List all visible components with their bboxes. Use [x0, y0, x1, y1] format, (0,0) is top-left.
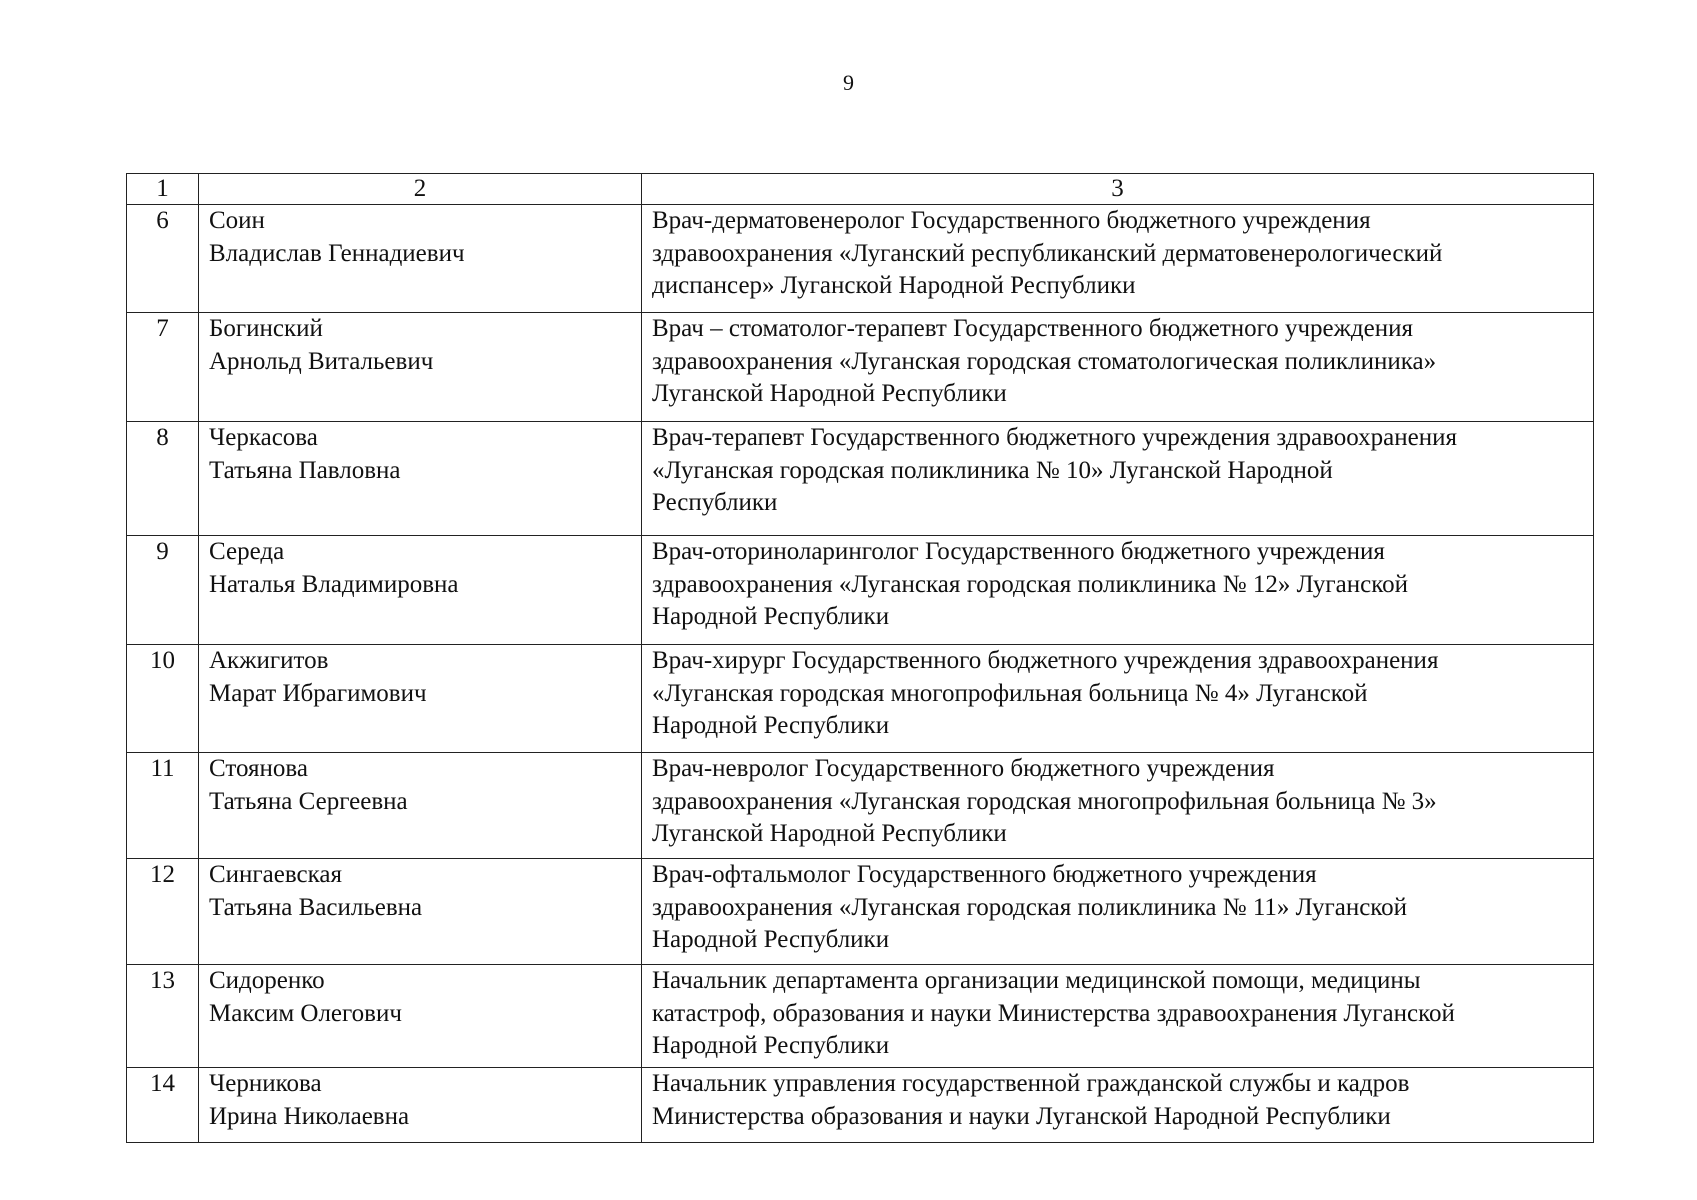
row-number: 9 — [127, 536, 199, 645]
position-line: здравоохранения «Луганская городская поликлиника № 11» Луганской — [652, 893, 1408, 921]
position-line: Народной Республики — [652, 926, 890, 953]
position-line: диспансер» Луганской Народной Республики — [652, 272, 1136, 299]
position-line: Врач-терапевт Государственного бюджетного учреждения здравоохранения — [652, 424, 1458, 451]
table-row — [127, 645, 1594, 753]
header-row — [127, 174, 1594, 205]
table-row — [127, 536, 1594, 645]
position-line: «Луганская городская поликлиника № 10» Луганской Народной — [652, 456, 1333, 484]
table-row — [127, 965, 1594, 1068]
position-line: Народной Республики — [652, 603, 890, 630]
surname: Черкасова — [209, 424, 318, 451]
table-row — [127, 422, 1594, 536]
person-name — [199, 313, 642, 422]
table-row — [127, 1068, 1594, 1143]
given-names: Марат Ибрагимович — [209, 679, 427, 707]
roster-table — [126, 173, 1594, 1143]
position-line: здравоохранения «Луганская городская стоматологическая поликлиника» — [652, 347, 1437, 375]
position — [642, 965, 1594, 1068]
given-names: Арнольд Витальевич — [209, 347, 434, 375]
position-line: Начальник департамента организации медицинской помощи, медицины — [652, 967, 1421, 994]
table-row — [127, 753, 1594, 859]
position-line: здравоохранения «Луганская городская поликлиника № 12» Луганской — [652, 570, 1408, 598]
row-number: 14 — [127, 1068, 199, 1143]
surname: Сингаевская — [209, 861, 342, 888]
position-line: катастроф, образования и науки Министерства здравоохранения Луганской — [652, 999, 1455, 1027]
surname: Богинский — [209, 315, 323, 342]
table-row — [127, 313, 1594, 422]
position — [642, 645, 1594, 753]
person-name — [199, 536, 642, 645]
person-name — [199, 753, 642, 859]
surname: Сидоренко — [209, 967, 325, 994]
column-header-number: 1 — [127, 174, 199, 205]
position-line: здравоохранения «Луганская городская многопрофильная больница № 3» — [652, 787, 1437, 815]
table-row — [127, 205, 1594, 313]
column-header-position: 3 — [642, 174, 1594, 205]
given-names: Татьяна Сергеевна — [209, 787, 408, 815]
row-number: 7 — [127, 313, 199, 422]
position — [642, 753, 1594, 859]
position — [642, 859, 1594, 965]
surname: Соин — [209, 207, 265, 234]
given-names: Владислав Геннадиевич — [209, 239, 465, 267]
surname: Стоянова — [209, 755, 308, 782]
position-line: Министерства образования и науки Луганской Народной Республики — [652, 1102, 1391, 1130]
table-row — [127, 859, 1594, 965]
person-name — [199, 1068, 642, 1143]
given-names: Ирина Николаевна — [209, 1102, 410, 1130]
position-line: Врач-офтальмолог Государственного бюджетного учреждения — [652, 861, 1317, 888]
position-line: Республики — [652, 489, 778, 516]
position-line: Врач-невролог Государственного бюджетного учреждения — [652, 755, 1275, 782]
surname: Черникова — [209, 1070, 322, 1097]
position-line: здравоохранения «Луганский республиканский дерматовенерологический — [652, 239, 1443, 267]
given-names: Татьяна Павловна — [209, 456, 401, 484]
person-name — [199, 965, 642, 1068]
position-line: Врач-дерматовенеролог Государственного бюджетного учреждения — [652, 207, 1371, 234]
person-name — [199, 422, 642, 536]
position — [642, 536, 1594, 645]
position-line: Луганской Народной Республики — [652, 820, 1007, 847]
surname: Акжигитов — [209, 647, 329, 674]
row-number: 8 — [127, 422, 199, 536]
given-names: Максим Олегович — [209, 999, 402, 1027]
position-line: Начальник управления государственной гражданской службы и кадров — [652, 1070, 1410, 1097]
page-number: 9 — [843, 70, 854, 95]
person-name — [199, 645, 642, 753]
given-names: Татьяна Васильевна — [209, 893, 423, 921]
position-line: Врач-оториноларинголог Государственного бюджетного учреждения — [652, 538, 1385, 565]
position-line: Врач-хирург Государственного бюджетного учреждения здравоохранения — [652, 647, 1439, 674]
position — [642, 313, 1594, 422]
position-line: «Луганская городская многопрофильная больница № 4» Луганской — [652, 679, 1368, 707]
position-line: Народной Республики — [652, 712, 890, 739]
row-number: 10 — [127, 645, 199, 753]
column-header-name: 2 — [199, 174, 642, 205]
row-number: 12 — [127, 859, 199, 965]
given-names: Наталья Владимировна — [209, 570, 459, 598]
surname: Середа — [209, 538, 285, 565]
position-line: Народной Республики — [652, 1032, 890, 1059]
person-name — [199, 859, 642, 965]
position — [642, 422, 1594, 536]
person-name — [199, 205, 642, 313]
position-line: Луганской Народной Республики — [652, 380, 1007, 407]
row-number: 11 — [127, 753, 199, 859]
row-number: 6 — [127, 205, 199, 313]
row-number: 13 — [127, 965, 199, 1068]
position — [642, 205, 1594, 313]
position-line: Врач – стоматолог-терапевт Государственного бюджетного учреждения — [652, 315, 1413, 342]
position — [642, 1068, 1594, 1143]
